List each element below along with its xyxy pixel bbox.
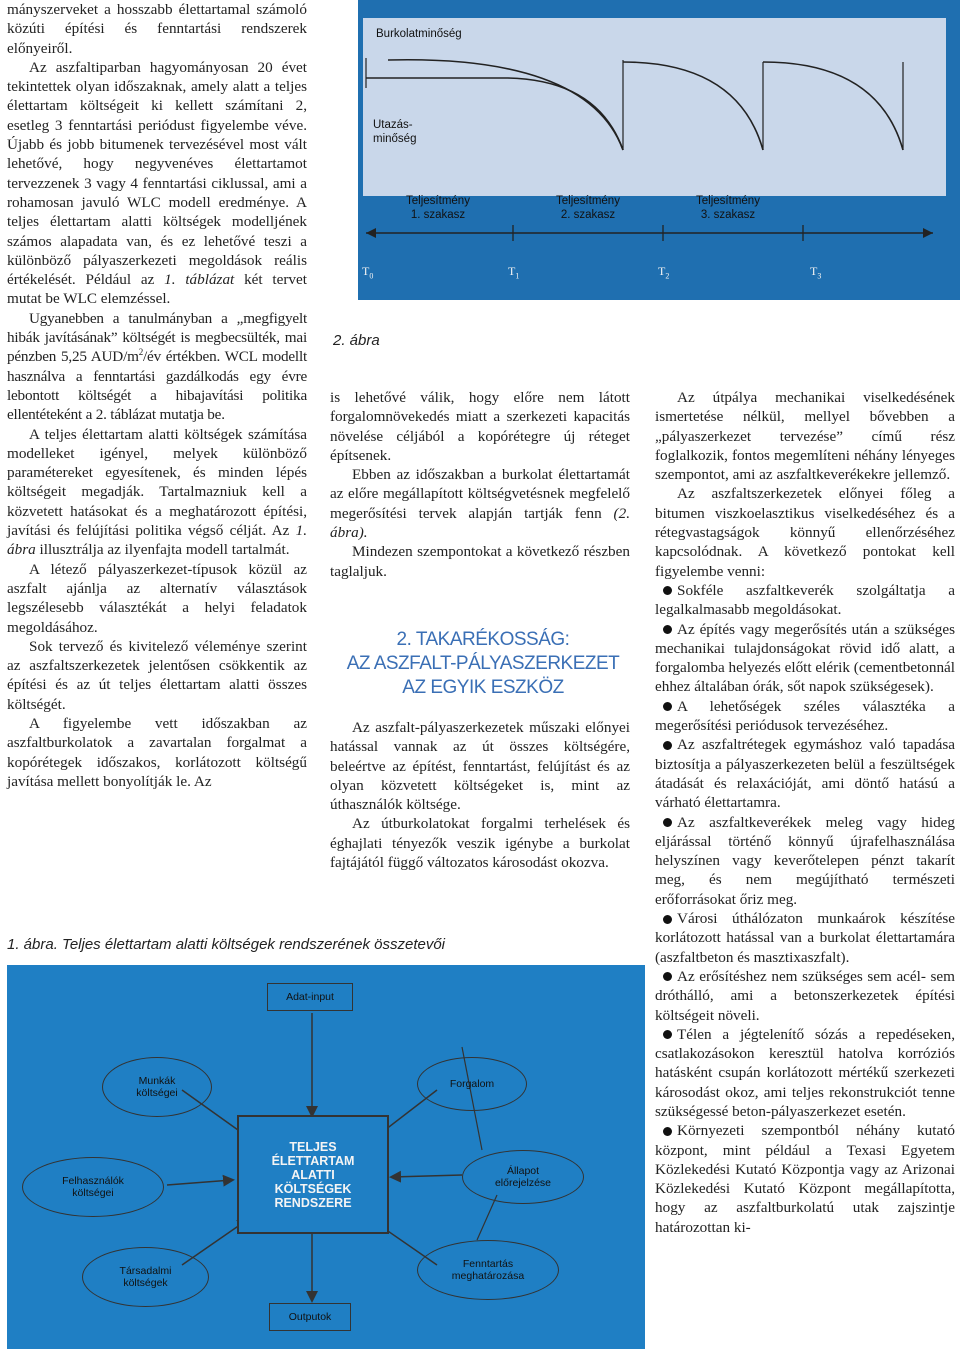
bullet-item	[655, 909, 955, 967]
section-heading	[333, 628, 633, 700]
node-traffic: Forgalom	[417, 1057, 527, 1111]
bullet-text: Az aszfaltkeverékek meleg vagy hideg eljárással történő könnyű újrafelhasználása helyszínen vagy keverőtelepen pénzt takarít meg, és nem megújítható természeti erőforrásokat őriz meg.	[655, 813, 955, 908]
bullet-icon	[663, 1127, 672, 1136]
bullet-text: Sokféle aszfaltkeverék szolgáltatja a legalkalmasabb megoldásokat.	[655, 581, 955, 619]
node-user-costs: Felhasználók költségei	[22, 1157, 164, 1217]
paragraph	[7, 58, 307, 309]
figure-2-performance-diagram	[358, 0, 960, 300]
bullet-item	[655, 735, 955, 812]
heading-line-1: 2. TAKARÉKOSSÁG:	[396, 629, 570, 650]
bullet-icon	[663, 915, 672, 924]
bullet-item	[655, 967, 955, 1025]
text-column-3	[655, 388, 955, 1237]
input-box: Adat-input	[267, 983, 353, 1011]
text: Ugyanebben a tanulmányban a „megfigyelt hibák javításának” költségét is megbecsülték, mai pénzben 5,25 AUD/m	[7, 309, 307, 366]
paragraph	[330, 465, 630, 542]
paragraph	[7, 309, 307, 425]
phase-1-label	[398, 194, 478, 222]
tick-label-t0: $T_0$	[362, 264, 374, 281]
bullet-icon	[663, 625, 672, 634]
paragraph: A figyelembe vett időszakban az aszfaltburkolatok a zavartalan forgalmat a kopórétegek időszakos, korlátozott költségű javítása mellett bonyolítják le. Az	[7, 714, 307, 790]
performance-curves	[358, 0, 960, 300]
bullet-icon	[663, 586, 672, 595]
bullet-icon	[663, 741, 672, 750]
paragraph: Az aszfaltszerkezetek előnyei főleg a bitumen viszkoelasztikus viselkedéséhez és a rétegvastagságok könnyű ellenőrzéséhez kapcsolódnak. A következő pontokat kell figyelembe venni:	[655, 485, 955, 580]
paragraph: Az aszfalt-pályaszerkezetek műszaki előnyei hatással vannak az út összes költségére, beleértve az építést, fenntartást, felújítást és az olyan közvetett költségeket is, mint az úthasználók költsége.	[330, 719, 630, 814]
paragraph: Mindezen szempontokat a következő részben taglaljuk.	[330, 543, 630, 580]
figure-reference: 1. ábra	[7, 522, 307, 559]
paragraph: A létező pályaszerkezet-típusok közül az aszfalt ajánlja az alternatív választások legszélesebb választékát a helyi feladatok megoldásához.	[7, 560, 307, 636]
bullet-text: A lehetőségek széles választéka a megerősítési periódusok tervezéséhez.	[655, 697, 955, 735]
bullet-item	[655, 581, 955, 620]
bullet-text: Az erősítéshez nem szükséges sem acél- sem dróthálló, ami a betonszerkezetek építési költségeit növeli.	[655, 967, 955, 1024]
paragraph: mányszerveket a hosszabb élettartamal számoló közúti építési és fenntartási rendszerek előnyeiről.	[7, 1, 307, 57]
text-column-2	[330, 388, 630, 581]
bullet-text: Városi úthálózaton munkaárok készítése korlátozott hatással van a burkolat élettartamára (aszfaltbeton és masztixaszfalt).	[655, 910, 955, 966]
bullet-text: Télen a jégtelenítő sózás a repedéseken, csatlakozásokon keresztül hatolva korróziós hatásként csupán korlátozott mértékű szerkezeti károsodást okoz, ami teljes rekonstrukciót tenne szükségessé beton-pályaszerkezet esetén.	[655, 1025, 955, 1120]
paragraph: Az útpálya mechanikai viselkedésének ismertetése nélkül, mellyel bővebben a „pályaszerkezet tervezése” című rész foglalkozik, fontos megemlíteni néhány lényeges szempontot, ami az aszfaltkeverékekre jellemző.	[655, 389, 955, 484]
y-label-top: Burkolatminőség	[376, 28, 462, 40]
paragraph: Sok tervező és kivitelező véleménye szerint az aszfaltszerkezetek jelentősen csökkentik az építési és az út teljes élettartam alatti összes költségét.	[7, 637, 307, 713]
bullet-item	[655, 620, 955, 697]
text: Ebben az időszakban a burkolat élettartamát az előre megállapított költségvetésnek megfelelő megerősítési tervek alapján tartják fenn	[330, 466, 630, 522]
phase-3-label	[688, 194, 768, 222]
figure-1-wlc-system-diagram	[7, 965, 645, 1349]
tick-label-t1: $T_1$	[508, 264, 520, 281]
phase-3-line1: Teljesítmény	[696, 195, 760, 207]
phase-2-label	[548, 194, 628, 222]
heading-line-3: AZ EGYIK ESZKÖZ	[402, 677, 564, 698]
bullet-text: Az építés vagy megerősítés után a szükséges mechanikai tulajdonságokat rövid idő alatt, a forgalomba helyezés előtt elérik (cementbetonnál ehhez általában órák, sőt napok szükségesek).	[655, 620, 955, 696]
figure-2-caption: 2. ábra	[333, 332, 380, 349]
phase-1-line2: 1. szakasz	[410, 209, 466, 221]
node-social-costs: Társadalmi költségek	[82, 1247, 209, 1307]
table-reference: 1. táblázat	[164, 271, 235, 289]
tick-label-t2: $T_2$	[658, 264, 670, 281]
node-maintenance-definition: Fenntartás meghatározása	[417, 1240, 559, 1300]
output-box: Outputok	[269, 1303, 351, 1331]
superscript: 2	[138, 347, 144, 358]
text-column-1	[7, 0, 307, 791]
bullet-item	[655, 697, 955, 736]
text: Az aszfaltiparban hagyományosan 20 évet tekintettek olyan időszaknak, amely alatt a teljes élettartam költségeit ki kellett számítani 2, esetleg 3 fenntartási periódust figyelembe véve. Újabb és jobb bitumenek tervezésével most vált lehetővé, hogy negyvenéves élettartamot tervezzenek 3 vagy 4 fenntartási ciklussal, ami a rohamosan javuló WLC modell eredménye. A teljes élettartam alatti költségek modelljének számos alapadata van, és ez lehetővé teszi a különböző pályaszerkezeti megoldások reális értékelését. Például az	[7, 58, 307, 289]
y-label-mid	[373, 118, 416, 146]
paragraph: Az útburkolatokat forgalmi terhelések és éghajlati tényezők veszik igénybe a burkolat fajtájától függő változatos károsodást okozva.	[330, 815, 630, 872]
figure-1-caption: 1. ábra. Teljes élettartam alatti költségek rendszerének összetevői	[7, 936, 446, 953]
y-label-mid-line1: Utazás-	[373, 119, 413, 131]
paragraph: is lehetővé válik, hogy előre nem látott forgalomnövekedés miatt a szerkezeti kapacitás növelése céljából a kopórétegre új réteget építsenek.	[330, 389, 630, 464]
plot-panel	[363, 18, 946, 196]
node-condition-forecast: Állapot előrejelzése	[462, 1150, 584, 1204]
tick-label-t3: $T_3$	[810, 264, 822, 281]
phase-2-line2: 2. szakasz	[560, 209, 616, 221]
phase-3-line2: 3. szakasz	[700, 209, 756, 221]
text: /év értékben. WCL modellt használva a fenntartási gazdálkodás egy évre lebontott költségét a hibajavítási politika ellentéteként a 2. táblázat mutatja be.	[7, 348, 307, 424]
text: A teljes élettartam alatti költségek számítása modelleket igényel, melyek különböző paramétereket egyesítenek, és minden lépés költségeit megadják. Tartalmazniuk kell a közvetett hatásokat és a meghatározott építési, javítási és felújítási politika végső célját. Az	[7, 425, 307, 540]
bullet-text: Környezeti szempontból néhány kutató központ, mint például a Texasi Egyetem Közlekedési Kutató Központja vagy az Arizonai Közlekedési Kutató Központ megállapította, hogy az aszfaltburkolatú utak zajszintje határozottan ki-	[655, 1122, 955, 1236]
heading-line-2: AZ ASZFALT-PÁLYASZERKEZET	[346, 653, 620, 674]
center-wlc-box: TELJES ÉLETTARTAM ALATTI KÖLTSÉGEK RENDSZERE	[237, 1115, 389, 1234]
bullet-item	[655, 813, 955, 909]
phase-2-line1: Teljesítmény	[556, 195, 620, 207]
bullet-icon	[663, 972, 672, 981]
figure-reference: (2. ábra).	[330, 504, 630, 542]
y-label-mid-line2: minőség	[373, 133, 417, 145]
bullet-item	[655, 1025, 955, 1121]
bullet-icon	[663, 1030, 672, 1039]
text-column-2-lower	[330, 718, 630, 872]
bullet-icon	[663, 818, 672, 827]
bullet-text: Az aszfaltrétegek egymáshoz való tapadása biztosítja a pályaszerkezeten belül a feszültségek átadását és relaxációját, ami döntő hatású a várható élettartamra.	[655, 736, 955, 812]
paragraph	[7, 425, 307, 560]
bullet-item	[655, 1121, 955, 1237]
text: illusztrálja az ilyenfajta modell tartalmát.	[35, 541, 290, 559]
phase-1-line1: Teljesítmény	[406, 195, 470, 207]
bullet-icon	[663, 702, 672, 711]
node-work-costs: Munkák költségei	[102, 1057, 212, 1117]
text: két tervet mutat be WLC elemzéssel.	[7, 271, 307, 308]
